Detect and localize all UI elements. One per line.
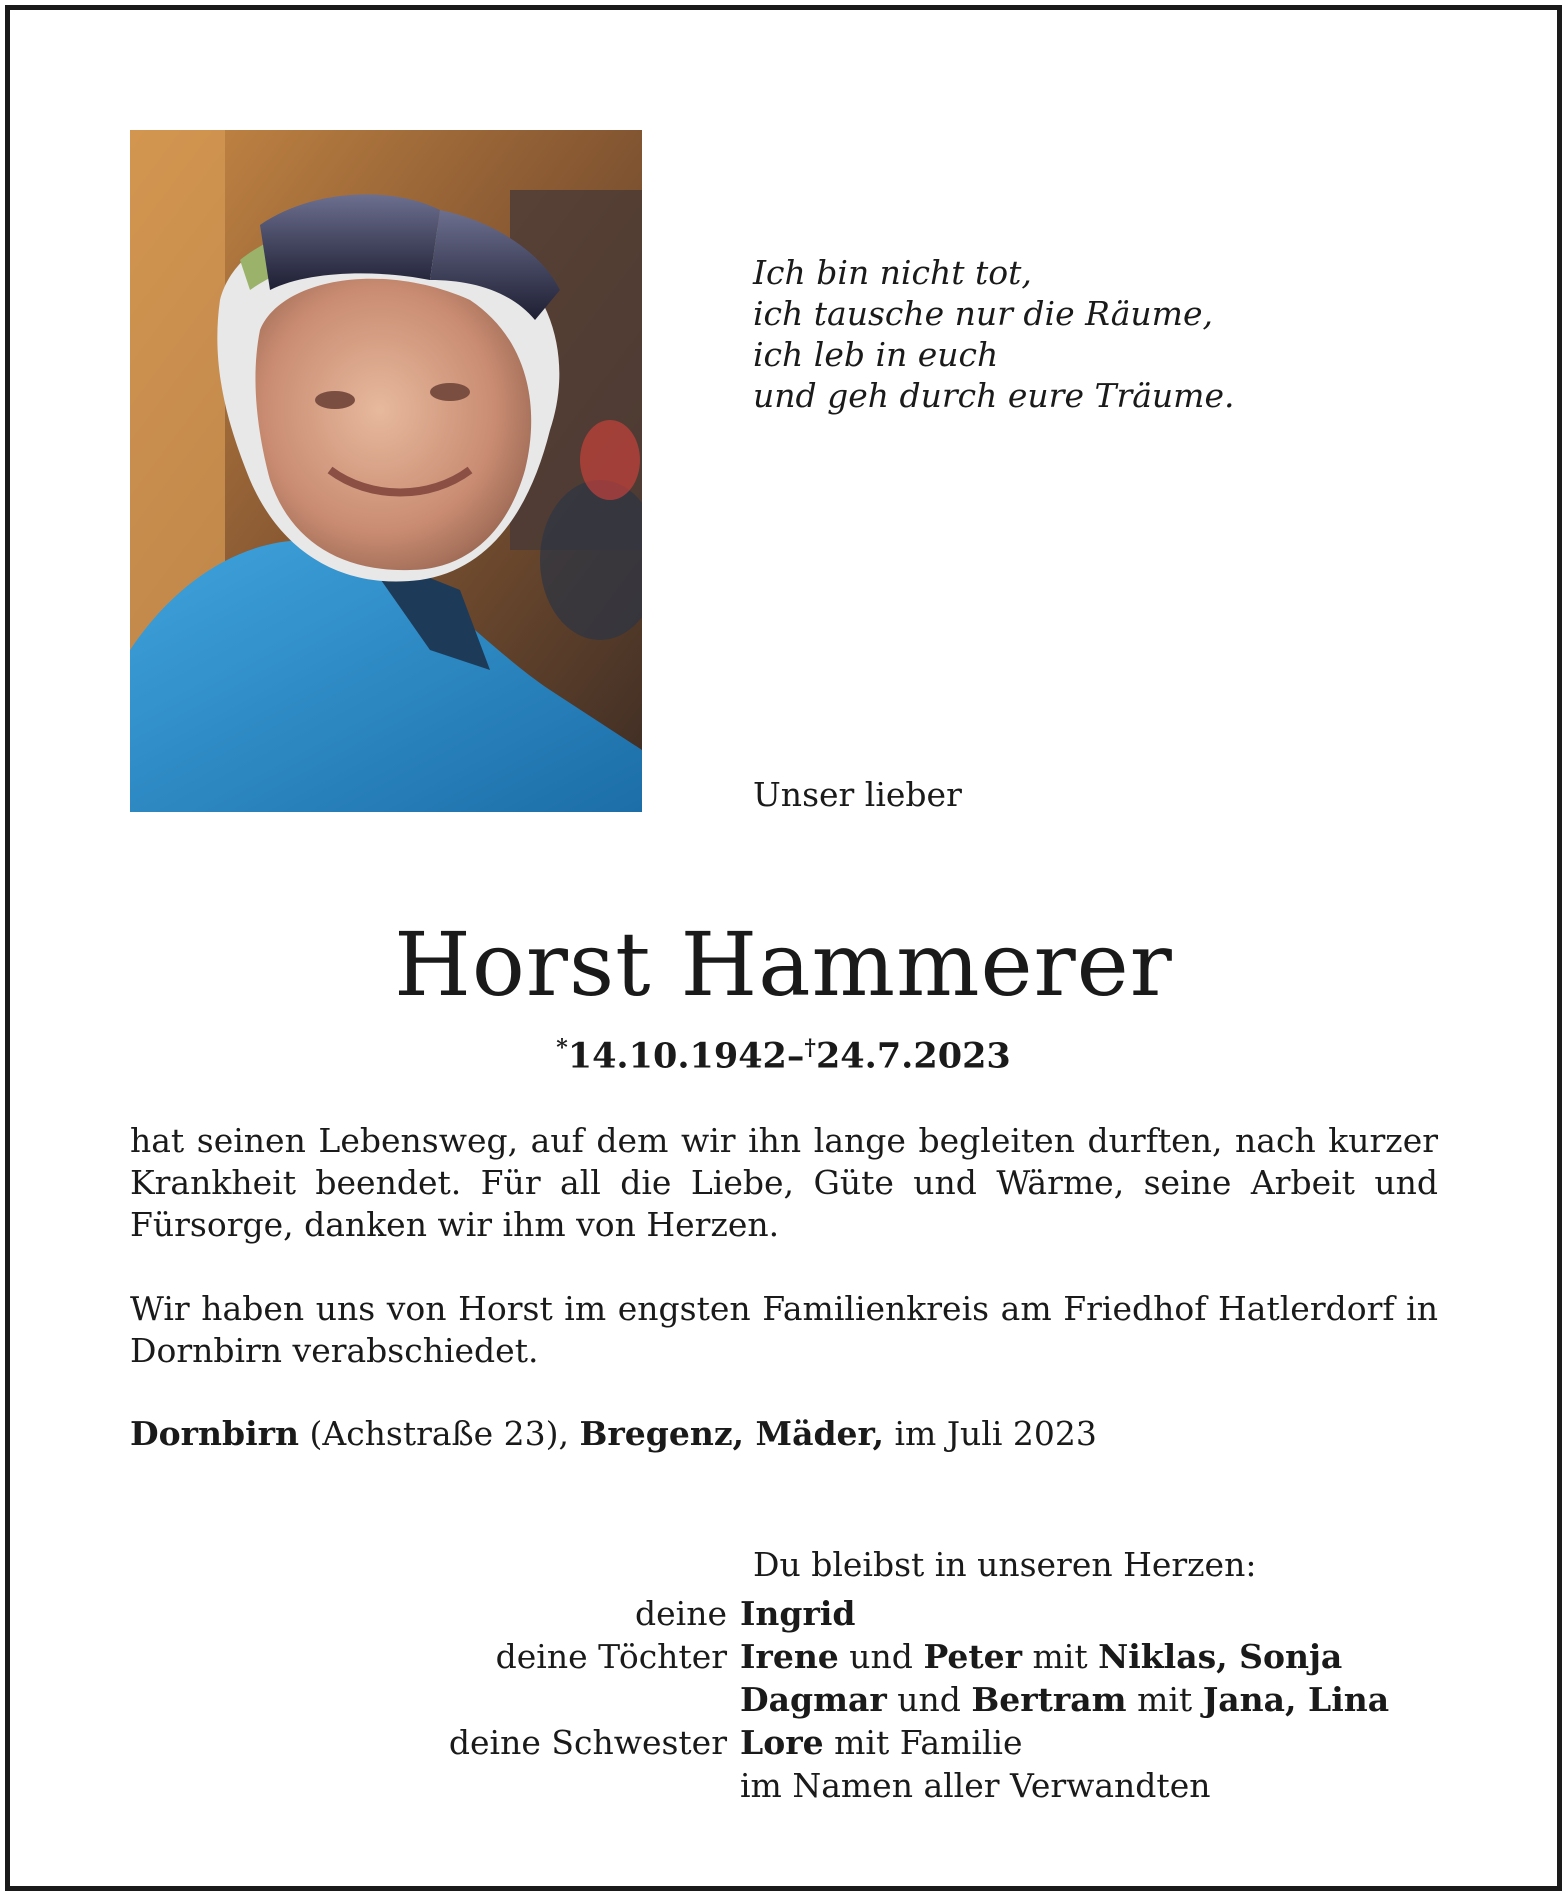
family-row: [0, 1678, 1567, 1721]
family-name: Peter: [923, 1637, 1022, 1676]
family-name: Dagmar: [740, 1680, 887, 1719]
family-role: deine Töchter: [495, 1637, 727, 1676]
family-connector: mit: [1022, 1637, 1099, 1676]
intro-text: Unser lieber: [753, 775, 962, 814]
family-role: deine Schwester: [448, 1723, 727, 1762]
place-cities: Bregenz, Mäder,: [579, 1414, 884, 1453]
obituary-paragraph: hat seinen Lebensweg, auf dem wir ihn lange begleiten durften, nach kurzer Krankheit beendet. Für all die Liebe, Güte und Wärme, seine Arbeit und Fürsorge, danken wir ihm von Herzen.: [130, 1121, 1438, 1244]
life-dates: [0, 1035, 1567, 1077]
poem: [753, 252, 1235, 416]
death-symbol: †: [804, 1035, 816, 1061]
family-role: deine: [635, 1594, 727, 1633]
family-name: Lore: [740, 1723, 824, 1762]
family-connector: und: [886, 1680, 972, 1719]
place-city: Dornbirn: [130, 1414, 299, 1453]
poem-line: ich leb in euch: [753, 335, 999, 374]
family-name: Ingrid: [740, 1594, 856, 1633]
place-address: (Achstraße 23),: [299, 1414, 580, 1453]
family-connector: und: [838, 1637, 924, 1676]
birth-symbol: *: [556, 1035, 568, 1061]
date-separator: –: [786, 1035, 805, 1077]
family-row: [0, 1721, 1567, 1764]
portrait-photo: [130, 130, 642, 812]
family-connector: mit: [1126, 1680, 1203, 1719]
family-list: [0, 1592, 1567, 1807]
family-connector: mit Familie: [823, 1723, 1023, 1762]
deceased-name: Horst Hammerer: [394, 913, 1173, 1016]
family-row: [0, 1592, 1567, 1635]
farewell-paragraph: Wir haben uns von Horst im engsten Familienkreis am Friedhof Hatlerdorf in Dornbirn verabschiedet.: [130, 1289, 1438, 1370]
poem-line: Ich bin nicht tot,: [753, 253, 1032, 292]
family-name: Irene: [740, 1637, 839, 1676]
family-name: Jana, Lina: [1202, 1680, 1390, 1719]
place-date-line: [130, 1413, 1438, 1455]
poem-line: und geh durch eure Träume.: [753, 376, 1235, 415]
family-name: Niklas, Sonja: [1098, 1637, 1343, 1676]
family-row: [0, 1764, 1567, 1807]
portrait-image: [130, 130, 642, 812]
birth-date: 14.10.1942: [567, 1035, 787, 1077]
poem-line: ich tausche nur die Räume,: [753, 294, 1213, 333]
death-date: 24.7.2023: [815, 1035, 1011, 1077]
family-row: [0, 1635, 1567, 1678]
place-date: im Juli 2023: [884, 1414, 1097, 1453]
family-name: Bertram: [971, 1680, 1127, 1719]
closing-text: Du bleibst in unseren Herzen:: [753, 1545, 1257, 1584]
relatives-line: im Namen aller Verwandten: [740, 1766, 1211, 1805]
